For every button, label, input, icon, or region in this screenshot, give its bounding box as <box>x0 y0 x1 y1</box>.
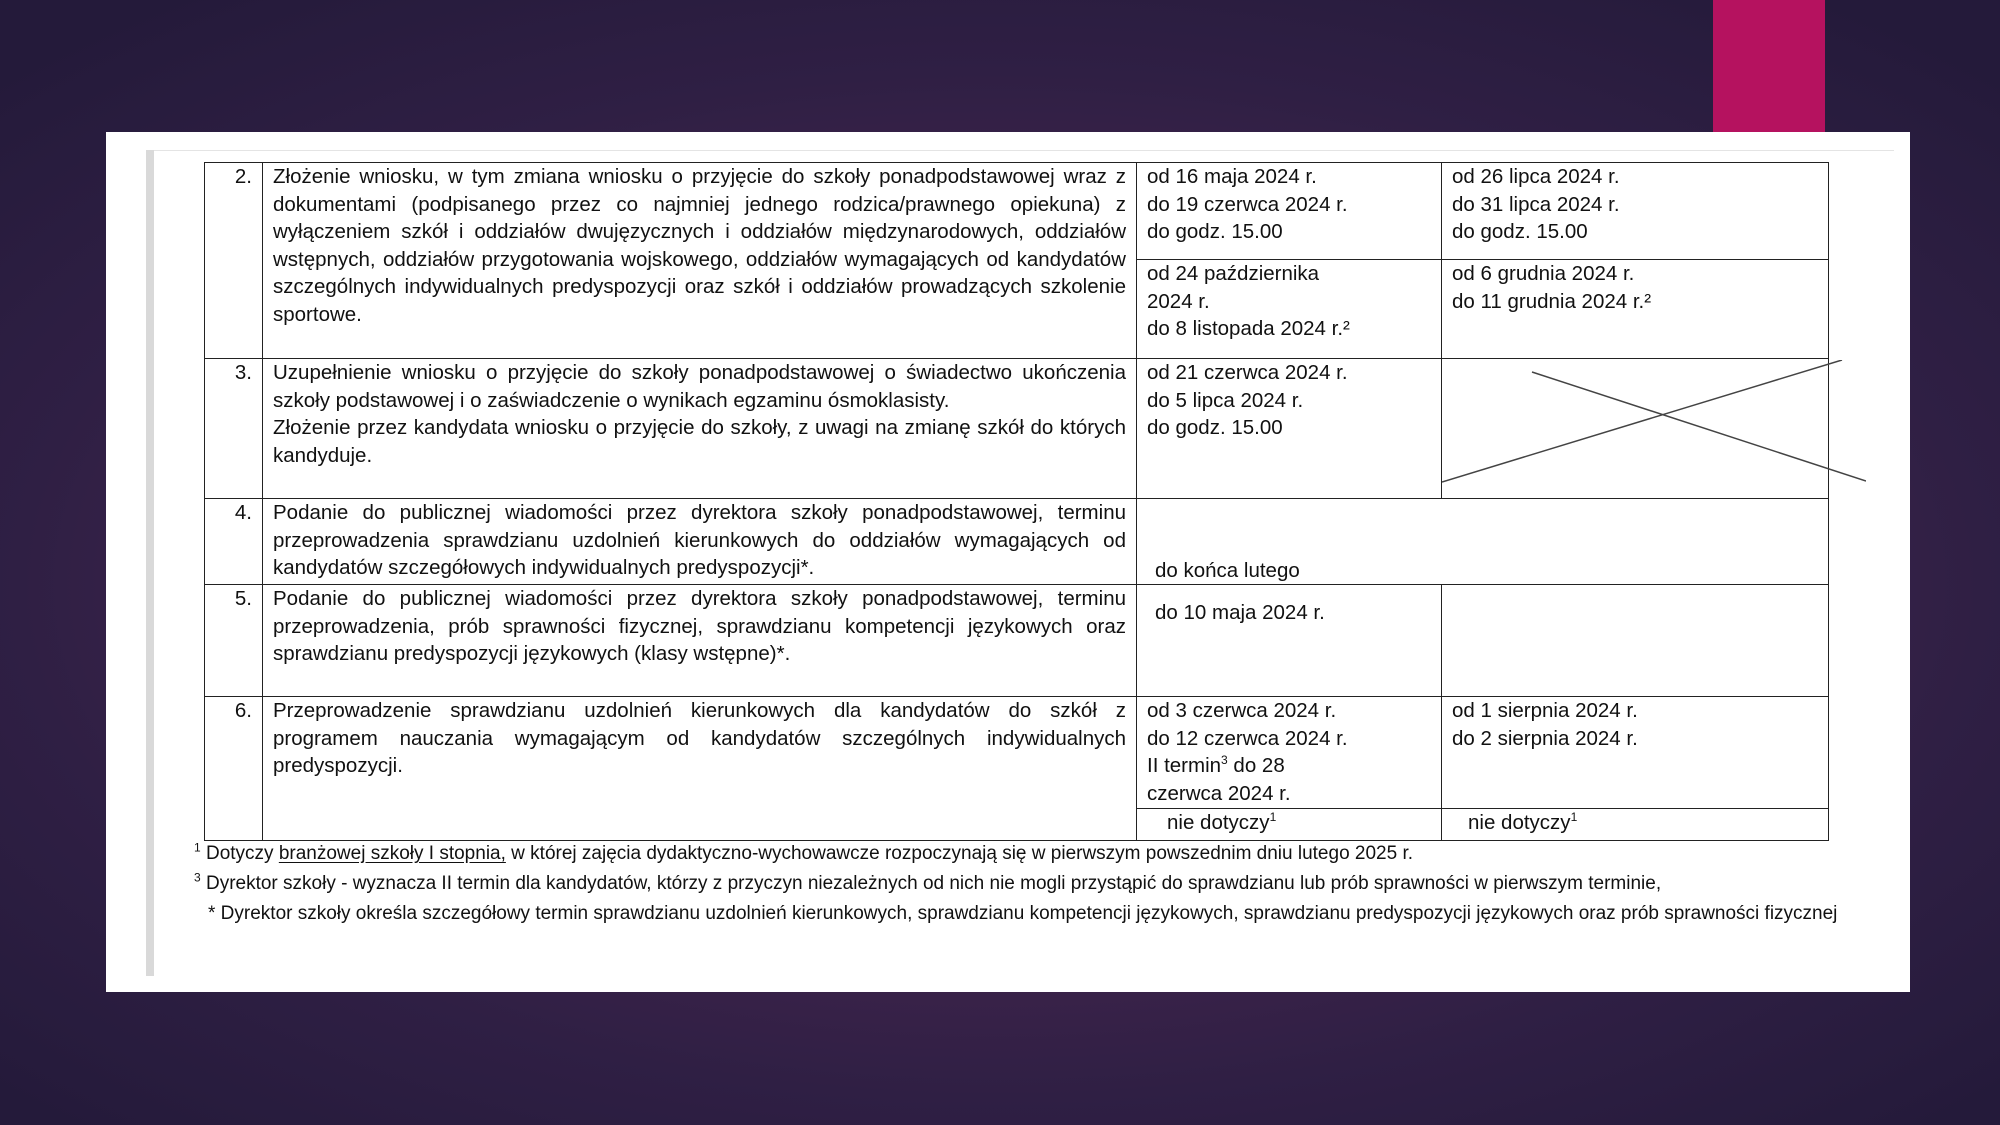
slide <box>106 132 1910 992</box>
footnote-1: $^1$ Dotyczy branżowej szkoły I stopnia, w której zajęcia dydaktyczno-wychowawcze rozpoczynają się w pierwszym powszednim dniu lutego 2025 r. <box>194 840 1414 864</box>
row-number: 3. <box>205 359 263 499</box>
first-term-date: od 3 czerwca 2024 r. do 12 czerwca 2024 r. II termin$^3$ do 28 czerwca 2024 r. <box>1137 697 1442 809</box>
first-term-date: od 24 października 2024 r. do 8 listopada 2024 r.² <box>1137 260 1442 359</box>
row-number: 2. <box>205 163 263 359</box>
schedule-table <box>204 162 1829 841</box>
table-row <box>205 163 1829 260</box>
row-number: 6. <box>205 697 263 841</box>
row-description: Podanie do publicznej wiadomości przez dyrektora szkoły ponadpodstawowej, terminu przeprowadzenia sprawdzianu uzdolnień kierunkowych do oddziałów wymagających od kandydatów szczegółowych indywidualnych predyspozycji*. <box>263 499 1137 585</box>
cross-out-mark <box>1442 360 1866 483</box>
row-number: 4. <box>205 499 263 585</box>
footnote-star: * Dyrektor szkoły określa szczegółowy termin sprawdzianu uzdolnień kierunkowych, sprawdzianu kompetencji językowych, sprawdzianu predyspozycji językowych oraz prób sprawności fizycznej <box>208 903 1838 924</box>
second-term-date: od 1 sierpnia 2024 r. do 2 sierpnia 2024 r. <box>1442 697 1829 809</box>
first-term-date: od 16 maja 2024 r. do 19 czerwca 2024 r. do godz. 15.00 <box>1137 163 1442 260</box>
second-term-empty <box>1442 585 1829 697</box>
second-term-date: od 6 grudnia 2024 r. do 11 grudnia 2024 r.² <box>1442 260 1829 359</box>
table-row <box>205 585 1829 697</box>
accent-bar <box>1713 0 1825 150</box>
row-description: Uzupełnienie wniosku o przyjęcie do szkoły ponadpodstawowej o świadectwo ukończenia szkoły podstawowej i o zaświadczenie o wynikach egzaminu ósmoklasisty. Złożenie przez kandydata wniosku o przyjęcie do szkoły, z uwagi na zmianę szkół do których kandyduje. <box>263 359 1137 499</box>
merged-date: do końca lutego <box>1137 499 1829 585</box>
row-description: Złożenie wniosku, w tym zmiana wniosku o przyjęcie do szkoły ponadpodstawowej wraz z dokumentami (podpisanego przez co najmniej jednego rodzica/prawnego opiekuna) z wyłączeniem szkół i oddziałów dwujęzycznych i oddziałów międzynarodowych, oddziałów wstępnych, oddziałów przygotowania wojskowego, oddziałów wymagających od kandydatów szczególnych indywidualnych predyspozycji oraz szkół i oddziałów prowadzących szkolenie sportowe. <box>263 163 1137 359</box>
page-gutter <box>146 150 154 976</box>
footnotes <box>194 840 1874 928</box>
first-term-date: od 21 czerwca 2024 r. do 5 lipca 2024 r. do godz. 15.00 <box>1137 359 1442 499</box>
second-term-date: od 26 lipca 2024 r. do 31 lipca 2024 r. do godz. 15.00 <box>1442 163 1829 260</box>
row-number: 5. <box>205 585 263 697</box>
not-applicable-first: nie dotyczy$^1$ <box>1137 809 1442 841</box>
row-description: Podanie do publicznej wiadomości przez dyrektora szkoły ponadpodstawowej, terminu przeprowadzenia, prób sprawności fizycznej, sprawdzianu kompetencji językowych oraz sprawdzianu predyspozycji językowych (klasy wstępne)*. <box>263 585 1137 697</box>
row-description: Przeprowadzenie sprawdzianu uzdolnień kierunkowych dla kandydatów do szkół z programem nauczania wymagającym od kandydatów szczególnych indywidualnych predyspozycji. <box>263 697 1137 841</box>
first-term-date: do 10 maja 2024 r. <box>1137 585 1442 697</box>
footnote-3: $^3$ Dyrektor szkoły - wyznacza II termin dla kandydatów, którzy z przyczyn niezależnych od nich nie mogli przystąpić do sprawdzianu lub prób sprawności w pierwszym terminie, <box>194 870 1662 894</box>
not-applicable-second: nie dotyczy$^1$ <box>1442 809 1829 841</box>
table-row <box>205 499 1829 585</box>
page-top-rule <box>154 150 1894 151</box>
table-row <box>205 697 1829 809</box>
